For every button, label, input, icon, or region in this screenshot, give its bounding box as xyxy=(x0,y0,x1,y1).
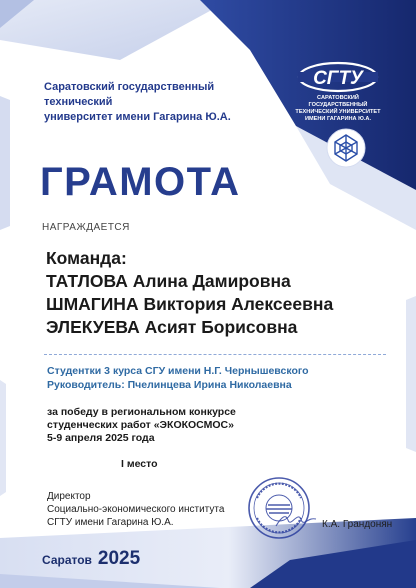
awarded-label: НАГРАЖДАЕТСЯ xyxy=(42,222,130,233)
footer-year: 2025 xyxy=(97,548,141,569)
students-info xyxy=(47,364,387,392)
logo-caption-line: ИМЕНИ ГАГАРИНА Ю.А. xyxy=(304,116,372,122)
supervisor-line: Руководитель: Пчелинцева Ирина Николаевна xyxy=(47,379,292,391)
place-label: I место xyxy=(121,458,158,470)
sgtu-logo-caption xyxy=(288,95,388,123)
team-heading: Команда: xyxy=(46,248,127,268)
signer-title-line: СГТУ имени Гагарина Ю.А. xyxy=(47,517,174,528)
team-list xyxy=(46,247,386,339)
sgtu-logo xyxy=(288,58,388,120)
logo-caption-line: ТЕХНИЧЕСКИЙ УНИВЕРСИТЕТ xyxy=(295,109,381,115)
divider-line xyxy=(44,354,386,355)
university-name xyxy=(44,80,284,125)
signer-title xyxy=(47,490,257,529)
official-stamp xyxy=(247,476,311,540)
signer-title-line: Социально-экономического института xyxy=(47,504,225,515)
sgtu-logo-mark xyxy=(296,58,380,94)
university-name-line: университет имени Гагарина Ю.А. xyxy=(44,111,231,123)
victory-date: 5-9 апреля 2025 года xyxy=(47,432,155,444)
certificate-title: ГРАМОТА xyxy=(40,160,241,204)
team-member: ТАТЛОВА Алина Дамировна xyxy=(46,271,291,291)
signer-title-line: Директор xyxy=(47,491,91,502)
footer xyxy=(42,548,140,570)
victory-text xyxy=(47,406,347,445)
university-name-line: Саратовский государственный технический xyxy=(44,81,215,108)
students-line: Студентки 3 курса СГУ имени Н.Г. Чернышевского xyxy=(47,365,309,377)
sgtu-logo-text: СГТУ xyxy=(313,68,363,89)
team-member: ЭЛЕКУЕВА Асият Борисовна xyxy=(46,317,298,337)
victory-line: за победу в региональном конкурсе xyxy=(47,406,236,418)
team-member: ШМАГИНА Виктория Алексеевна xyxy=(46,294,334,314)
signer-name: К.А. Грандонян xyxy=(322,519,393,530)
victory-line: студенческих работ «ЭКОКОСМОС» xyxy=(47,419,234,431)
signature-mark xyxy=(274,512,318,530)
footer-city: Саратов xyxy=(42,553,92,567)
logo-caption-line: САРАТОВСКИЙ ГОСУДАРСТВЕННЫЙ xyxy=(308,95,368,108)
